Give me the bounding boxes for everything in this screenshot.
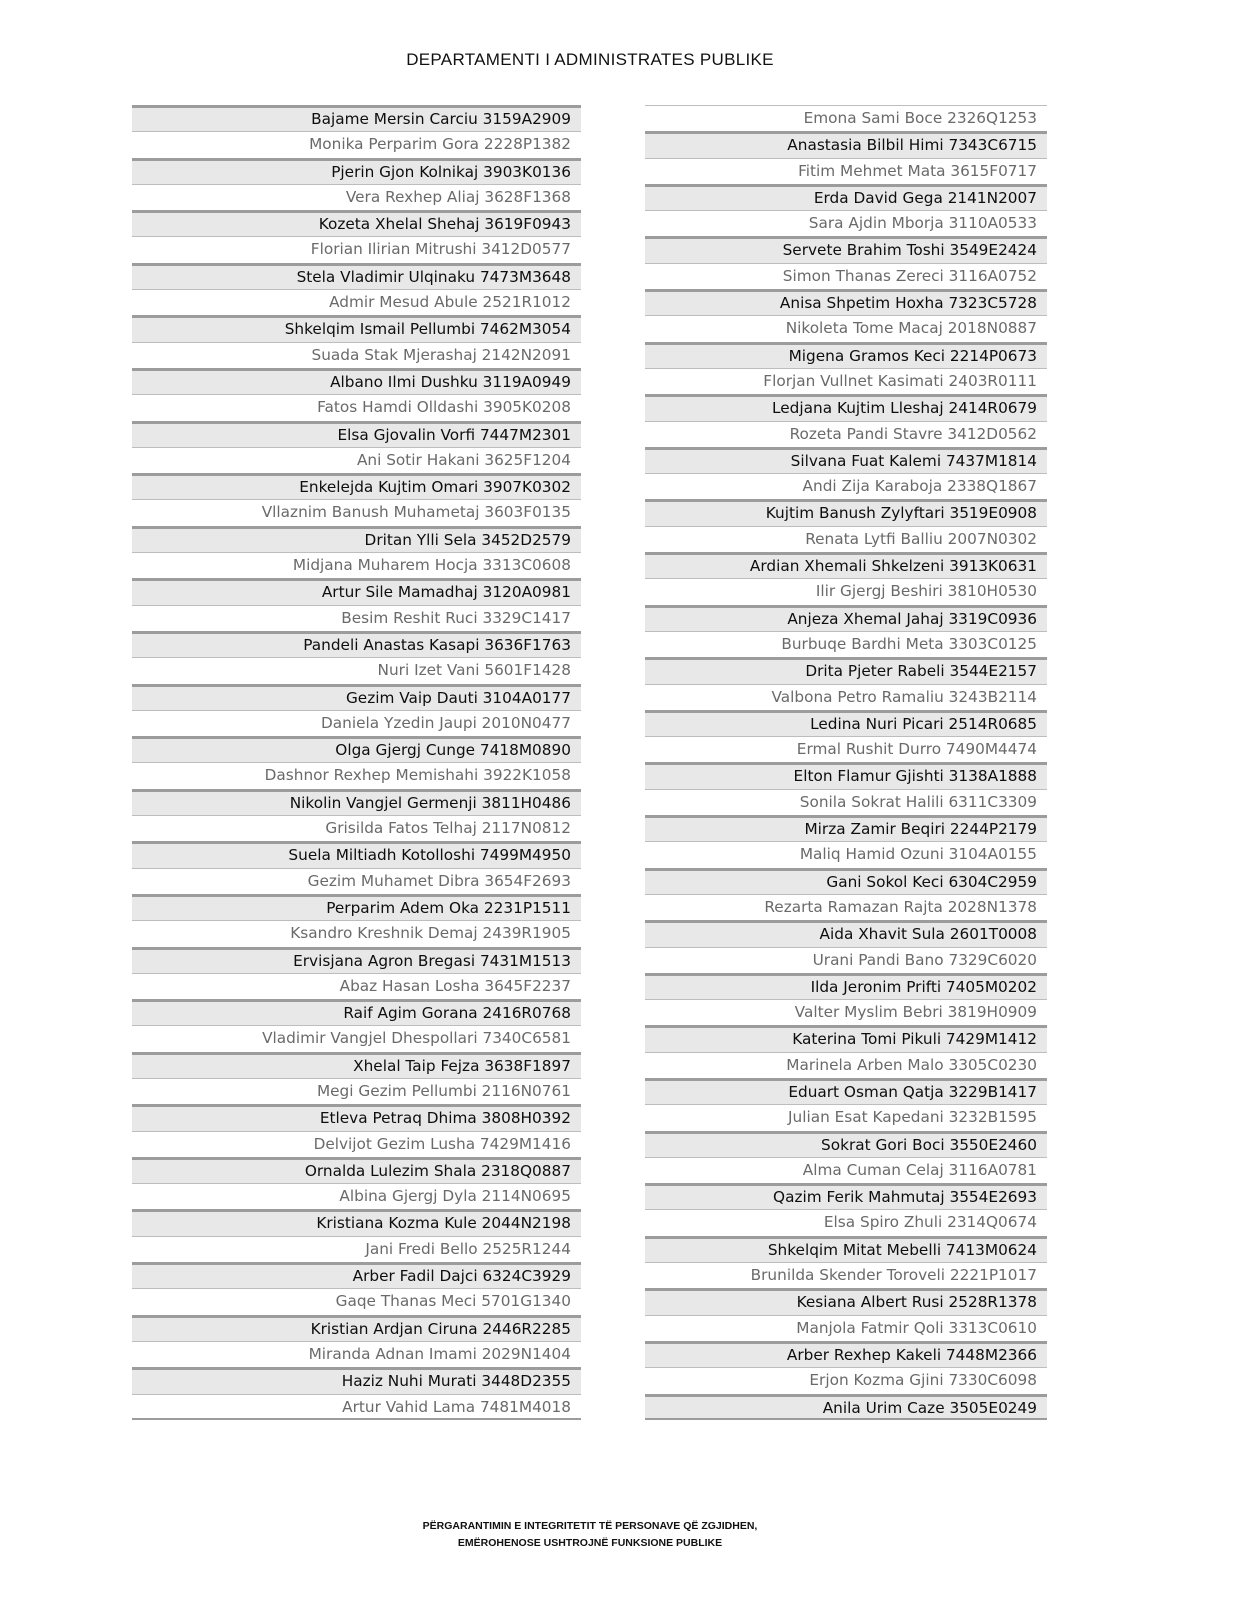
list-item: Anisa Shpetim Hoxha 7323C5728 [645,289,1047,315]
list-item: Ksandro Kreshnik Demaj 2439R1905 [132,920,581,946]
list-item: Aida Xhavit Sula 2601T0008 [645,920,1047,946]
list-item: Ilir Gjergj Beshiri 3810H0530 [645,578,1047,604]
list-item: Kristian Ardjan Ciruna 2446R2285 [132,1315,581,1341]
list-item: Alma Cuman Celaj 3116A0781 [645,1157,1047,1183]
list-item: Anjeza Xhemal Jahaj 3319C0936 [645,605,1047,631]
list-item: Daniela Yzedin Jaupi 2010N0477 [132,710,581,736]
list-item: Ervisjana Agron Bregasi 7431M1513 [132,947,581,973]
page-footer [0,1518,1180,1552]
list-item: Elsa Spiro Zhuli 2314Q0674 [645,1209,1047,1235]
list-item: Vllaznim Banush Muhametaj 3603F0135 [132,499,581,525]
list-item: Brunilda Skender Toroveli 2221P1017 [645,1262,1047,1288]
list-item: Sokrat Gori Boci 3550E2460 [645,1131,1047,1157]
list-item: Vera Rexhep Aliaj 3628F1368 [132,184,581,210]
list-item: Emona Sami Boce 2326Q1253 [645,105,1047,131]
list-item: Enkelejda Kujtim Omari 3907K0302 [132,473,581,499]
list-item: Dashnor Rexhep Memishahi 3922K1058 [132,762,581,788]
list-item: Valter Myslim Bebri 3819H0909 [645,999,1047,1025]
list-item: Suada Stak Mjerashaj 2142N2091 [132,342,581,368]
list-item: Bajame Mersin Carciu 3159A2909 [132,105,581,131]
list-item: Nikoleta Tome Macaj 2018N0887 [645,315,1047,341]
list-item: Gezim Vaip Dauti 3104A0177 [132,684,581,710]
list-item: Sara Ajdin Mborja 3110A0533 [645,210,1047,236]
footer-line-1: PËRGARANTIMIN E INTEGRITETIT TË PERSONAVE QË ZGJIDHEN, [422,1520,758,1532]
list-item: Erjon Kozma Gjini 7330C6098 [645,1367,1047,1393]
list-item: Silvana Fuat Kalemi 7437M1814 [645,447,1047,473]
list-item: Besim Reshit Ruci 3329C1417 [132,605,581,631]
list-item: Albina Gjergj Dyla 2114N0695 [132,1183,581,1209]
list-item: Kristiana Kozma Kule 2044N2198 [132,1209,581,1235]
list-item: Arber Rexhep Kakeli 7448M2366 [645,1341,1047,1367]
list-item: Manjola Fatmir Qoli 3313C0610 [645,1315,1047,1341]
list-item: Ilda Jeronim Prifti 7405M0202 [645,973,1047,999]
left-name-list [132,105,581,1420]
list-item: Shkelqim Mitat Mebelli 7413M0624 [645,1236,1047,1262]
list-item: Pandeli Anastas Kasapi 3636F1763 [132,631,581,657]
list-item: Kujtim Banush Zylyftari 3519E0908 [645,499,1047,525]
list-item: Shkelqim Ismail Pellumbi 7462M3054 [132,315,581,341]
list-item: Qazim Ferik Mahmutaj 3554E2693 [645,1183,1047,1209]
list-item: Raif Agim Gorana 2416R0768 [132,999,581,1025]
list-item: Dritan Ylli Sela 3452D2579 [132,526,581,552]
list-item: Florjan Vullnet Kasimati 2403R0111 [645,368,1047,394]
list-item: Ani Sotir Hakani 3625F1204 [132,447,581,473]
list-item: Elsa Gjovalin Vorfi 7447M2301 [132,421,581,447]
list-item: Ornalda Lulezim Shala 2318Q0887 [132,1157,581,1183]
list-item: Kesiana Albert Rusi 2528R1378 [645,1288,1047,1314]
list-item: Fatos Hamdi Olldashi 3905K0208 [132,394,581,420]
list-item: Fitim Mehmet Mata 3615F0717 [645,158,1047,184]
list-item: Midjana Muharem Hocja 3313C0608 [132,552,581,578]
list-item: Ardian Xhemali Shkelzeni 3913K0631 [645,552,1047,578]
list-item: Andi Zija Karaboja 2338Q1867 [645,473,1047,499]
list-item: Vladimir Vangjel Dhespollari 7340C6581 [132,1025,581,1051]
list-item: Ledina Nuri Picari 2514R0685 [645,710,1047,736]
page-title: DEPARTAMENTI I ADMINISTRATES PUBLIKE [406,50,774,69]
list-item: Megi Gezim Pellumbi 2116N0761 [132,1078,581,1104]
list-item: Elton Flamur Gjishti 3138A1888 [645,762,1047,788]
list-item: Albano Ilmi Dushku 3119A0949 [132,368,581,394]
list-item: Perparim Adem Oka 2231P1511 [132,894,581,920]
list-item: Admir Mesud Abule 2521R1012 [132,289,581,315]
list-item: Arber Fadil Dajci 6324C3929 [132,1262,581,1288]
list-item: Rezarta Ramazan Rajta 2028N1378 [645,894,1047,920]
list-item: Eduart Osman Qatja 3229B1417 [645,1078,1047,1104]
list-item: Gaqe Thanas Meci 5701G1340 [132,1288,581,1314]
list-item: Rozeta Pandi Stavre 3412D0562 [645,421,1047,447]
list-item: Erda David Gega 2141N2007 [645,184,1047,210]
list-item: Sonila Sokrat Halili 6311C3309 [645,789,1047,815]
list-item: Nikolin Vangjel Germenji 3811H0486 [132,789,581,815]
list-item: Artur Vahid Lama 7481M4018 [132,1394,581,1420]
list-item: Maliq Hamid Ozuni 3104A0155 [645,841,1047,867]
list-item: Valbona Petro Ramaliu 3243B2114 [645,684,1047,710]
list-item: Anila Urim Caze 3505E0249 [645,1394,1047,1420]
list-item: Burbuqe Bardhi Meta 3303C0125 [645,631,1047,657]
list-item: Jani Fredi Bello 2525R1244 [132,1236,581,1262]
list-item: Renata Lytfi Balliu 2007N0302 [645,526,1047,552]
list-item: Servete Brahim Toshi 3549E2424 [645,236,1047,262]
list-item: Gani Sokol Keci 6304C2959 [645,868,1047,894]
list-item: Anastasia Bilbil Himi 7343C6715 [645,131,1047,157]
list-item: Marinela Arben Malo 3305C0230 [645,1052,1047,1078]
list-item: Olga Gjergj Cunge 7418M0890 [132,736,581,762]
list-item: Suela Miltiadh Kotolloshi 7499M4950 [132,841,581,867]
list-item: Grisilda Fatos Telhaj 2117N0812 [132,815,581,841]
list-item: Simon Thanas Zereci 3116A0752 [645,263,1047,289]
list-item: Migena Gramos Keci 2214P0673 [645,342,1047,368]
footer-line-2: EMËROHENOSE USHTROJNË FUNKSIONE PUBLIKE [457,1537,723,1549]
list-item: Katerina Tomi Pikuli 7429M1412 [645,1025,1047,1051]
list-item: Mirza Zamir Beqiri 2244P2179 [645,815,1047,841]
list-item: Nuri Izet Vani 5601F1428 [132,657,581,683]
right-name-list [645,105,1047,1420]
list-item: Haziz Nuhi Murati 3448D2355 [132,1367,581,1393]
list-item: Julian Esat Kapedani 3232B1595 [645,1104,1047,1130]
list-item: Pjerin Gjon Kolnikaj 3903K0136 [132,158,581,184]
list-item: Artur Sile Mamadhaj 3120A0981 [132,578,581,604]
list-item: Stela Vladimir Ulqinaku 7473M3648 [132,263,581,289]
list-item: Abaz Hasan Losha 3645F2237 [132,973,581,999]
list-item: Ermal Rushit Durro 7490M4474 [645,736,1047,762]
list-item: Miranda Adnan Imami 2029N1404 [132,1341,581,1367]
list-item: Gezim Muhamet Dibra 3654F2693 [132,868,581,894]
list-item: Florian Ilirian Mitrushi 3412D0577 [132,236,581,262]
list-item: Monika Perparim Gora 2228P1382 [132,131,581,157]
list-item: Urani Pandi Bano 7329C6020 [645,947,1047,973]
list-item: Kozeta Xhelal Shehaj 3619F0943 [132,210,581,236]
list-item: Delvijot Gezim Lusha 7429M1416 [132,1131,581,1157]
list-item: Xhelal Taip Fejza 3638F1897 [132,1052,581,1078]
list-item: Drita Pjeter Rabeli 3544E2157 [645,657,1047,683]
list-item: Ledjana Kujtim Lleshaj 2414R0679 [645,394,1047,420]
list-item: Etleva Petraq Dhima 3808H0392 [132,1104,581,1130]
